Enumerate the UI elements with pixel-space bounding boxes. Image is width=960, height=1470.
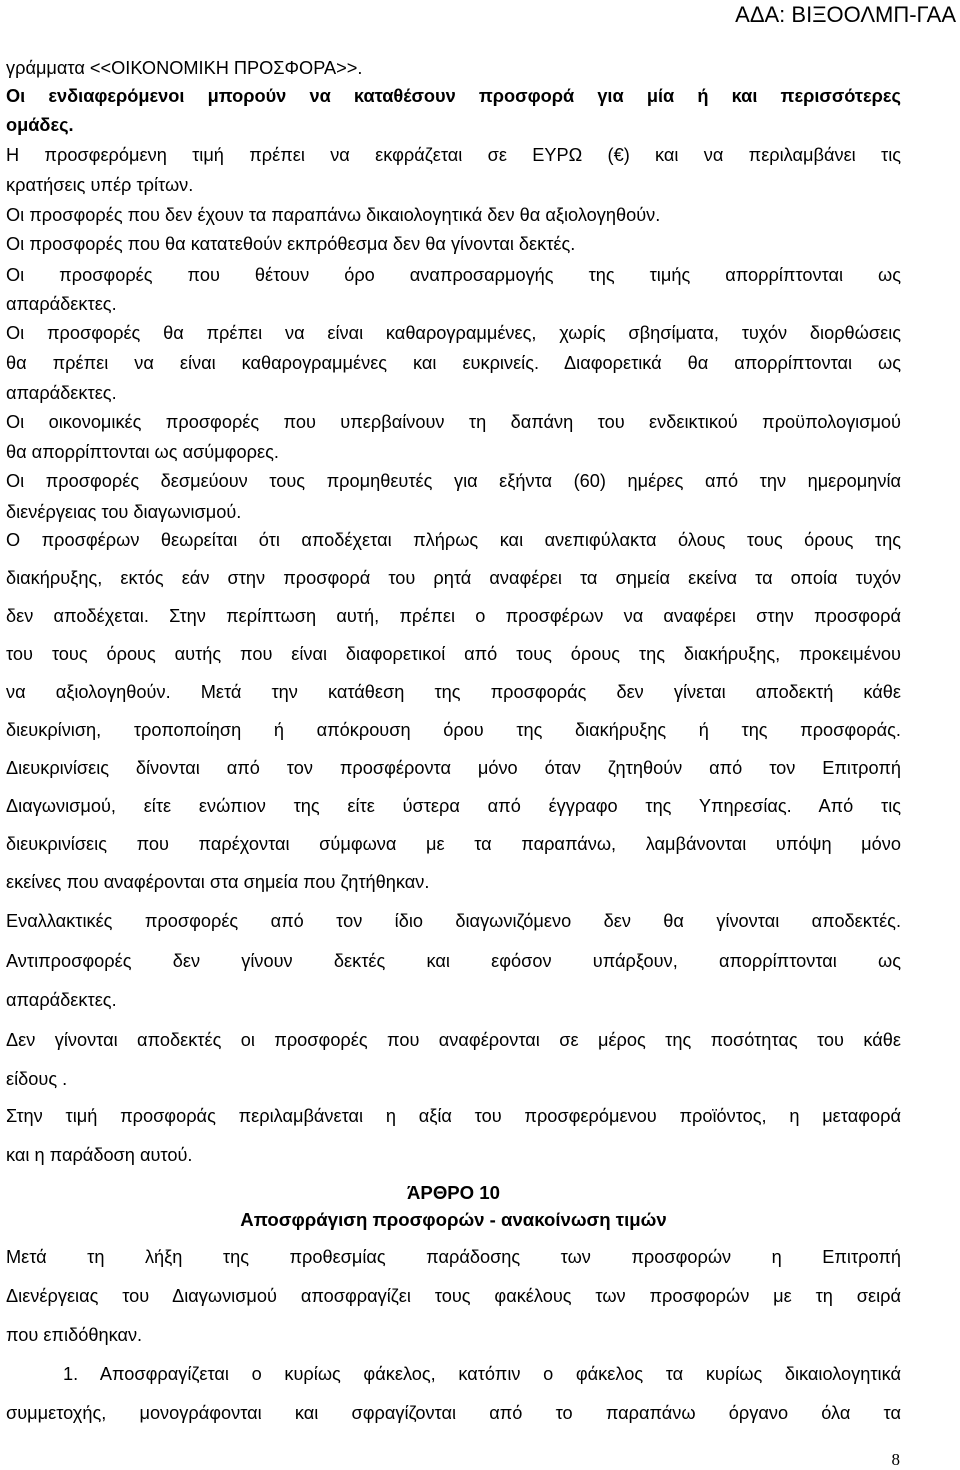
text-line: Εναλλακτικές προσφορές από τον ίδιο διαγωνιζόμενο δεν θα γίνονται αποδεκτές. <box>6 911 901 931</box>
text-line: που επιδόθηκαν. <box>6 1325 143 1345</box>
text-line: Οι προσφορές που θέτουν όρο αναπροσαρμογής της τιμής απορρίπτονται ως <box>6 265 901 285</box>
text-line: να αξιολογηθούν. Μετά την κατάθεση της προσφοράς δεν γίνεται αποδεκτή κάθε <box>6 682 901 702</box>
text-line: συμμετοχής, μονογράφονται και σφραγίζονται από το παραπάνω όργανο όλα τα <box>6 1403 901 1423</box>
text-line: διενέργειας του διαγωνισμού. <box>6 502 242 522</box>
text-line: κρατήσεις υπέρ τρίτων. <box>6 175 194 195</box>
text-line: απαράδεκτες. <box>6 990 117 1010</box>
list-item-1 <box>63 1362 901 1386</box>
text-line: του τους όρους αυτής που είναι διαφορετικοί από τους όρους της διακήρυξης, προκειμένου <box>6 644 901 664</box>
text-line: θα απορρίπτονται ως ασύμφορες. <box>6 442 279 462</box>
text-line: διευκρινίσεις που παρέχονται σύμφωνα με τα παραπάνω, λαμβάνονται υπόψη μόνο <box>6 834 901 854</box>
text-line: Οι προσφορές θα πρέπει να είναι καθαρογραμμένες, χωρίς σβησίματα, τυχόν διορθώσεις <box>6 323 901 343</box>
text-line: ομάδες. <box>6 115 74 135</box>
text-line: και η παράδοση αυτού. <box>6 1145 193 1165</box>
text-line: Ο προσφέρων θεωρείται ότι αποδέχεται πλήρως και ανεπιφύλακτα όλους τους όρους της <box>6 530 901 550</box>
text-line: διευκρίνιση, τροποποίηση ή απόκρουση όρου της διακήρυξης ή της προσφοράς. <box>6 720 901 740</box>
text-line: Διαγωνισμού, είτε ενώπιον της είτε ύστερα από έγγραφο της Υπηρεσίας. Από τις <box>6 796 901 816</box>
text-line: είδους . <box>6 1069 68 1089</box>
text-line: Αντιπροσφορές δεν γίνουν δεκτές και εφόσον υπάρξουν, απορρίπτονται ως <box>6 951 901 971</box>
text-line: Δεν γίνονται αποδεκτές οι προσφορές που αναφέρονται σε μέρος της ποσότητας του κάθε <box>6 1030 901 1050</box>
text-line: Οι προσφορές δεσμεύουν τους προμηθευτές για εξήντα (60) ημέρες από την ημερομηνία <box>6 471 901 491</box>
text-line: απαράδεκτες. <box>6 383 117 403</box>
text-line: γράμματα <<ΟΙΚΟΝΟΜΙΚΗ ΠΡΟΣΦΟΡΑ>>. <box>6 58 363 78</box>
text-line: Στην τιμή προσφοράς περιλαμβάνεται η αξία του προσφερόμενου προϊόντος, η μεταφορά <box>6 1106 901 1126</box>
text-line: Η προσφερόμενη τιμή πρέπει να εκφράζεται σε ΕΥΡΩ (€) και να περιλαμβάνει τις <box>6 145 901 165</box>
text-line: εκείνες που αναφέρονται στα σημεία που ζητήθηκαν. <box>6 872 430 892</box>
ada-code: ΑΔΑ: ΒΙΞΟΟΛΜΠ-ΓΑΑ <box>735 2 956 27</box>
text-line: θα πρέπει να είναι καθαρογραμμένες και ευκρινείς. Διαφορετικά θα απορρίπτονται ως <box>6 353 901 373</box>
text-line: διακήρυξης, εκτός εάν στην προσφορά του ρητά αναφέρει τα σημεία εκείνα τα οποία τυχόν <box>6 568 901 588</box>
page-number: 8 <box>891 1450 900 1469</box>
text-line: Οι προσφορές που δεν έχουν τα παραπάνω δικαιολογητικά δεν θα αξιολογηθούν. <box>6 205 661 225</box>
article-heading: ΆΡΘΡΟ 10 <box>406 1182 500 1203</box>
text-line: Μετά τη λήξη της προθεσμίας παράδοσης των προσφορών η Επιτροπή <box>6 1247 901 1267</box>
text-line: Οι οικονομικές προσφορές που υπερβαίνουν τη δαπάνη του ενδεικτικού προϋπολογισμού <box>6 412 901 432</box>
text-line: Οι προσφορές που θα κατατεθούν εκπρόθεσμα δεν θα γίνονται δεκτές. <box>6 234 576 254</box>
list-item-text: 1. Αποσφραγίζεται ο κυρίως φάκελος, κατόπιν ο φάκελος τα κυρίως δικαιολογητικά <box>63 1364 901 1384</box>
text-line: δεν αποδέχεται. Στην περίπτωση αυτή, πρέπει ο προσφέρων να αναφέρει στην προσφορά <box>6 606 901 626</box>
text-line: Διενέργειας του Διαγωνισμού αποσφραγίζει τους φακέλους των προσφορών με τη σειρά <box>6 1286 901 1306</box>
text-line: Οι ενδιαφερόμενοι μπορούν να καταθέσουν προσφορά για μία ή και περισσότερες <box>6 86 901 106</box>
article-title: Αποσφράγιση προσφορών - ανακοίνωση τιμών <box>240 1209 667 1230</box>
text-line: απαράδεκτες. <box>6 294 117 314</box>
text-line: Διευκρινίσεις δίνονται από τον προσφέροντα μόνο όταν ζητηθούν από τον Επιτροπή <box>6 758 901 778</box>
